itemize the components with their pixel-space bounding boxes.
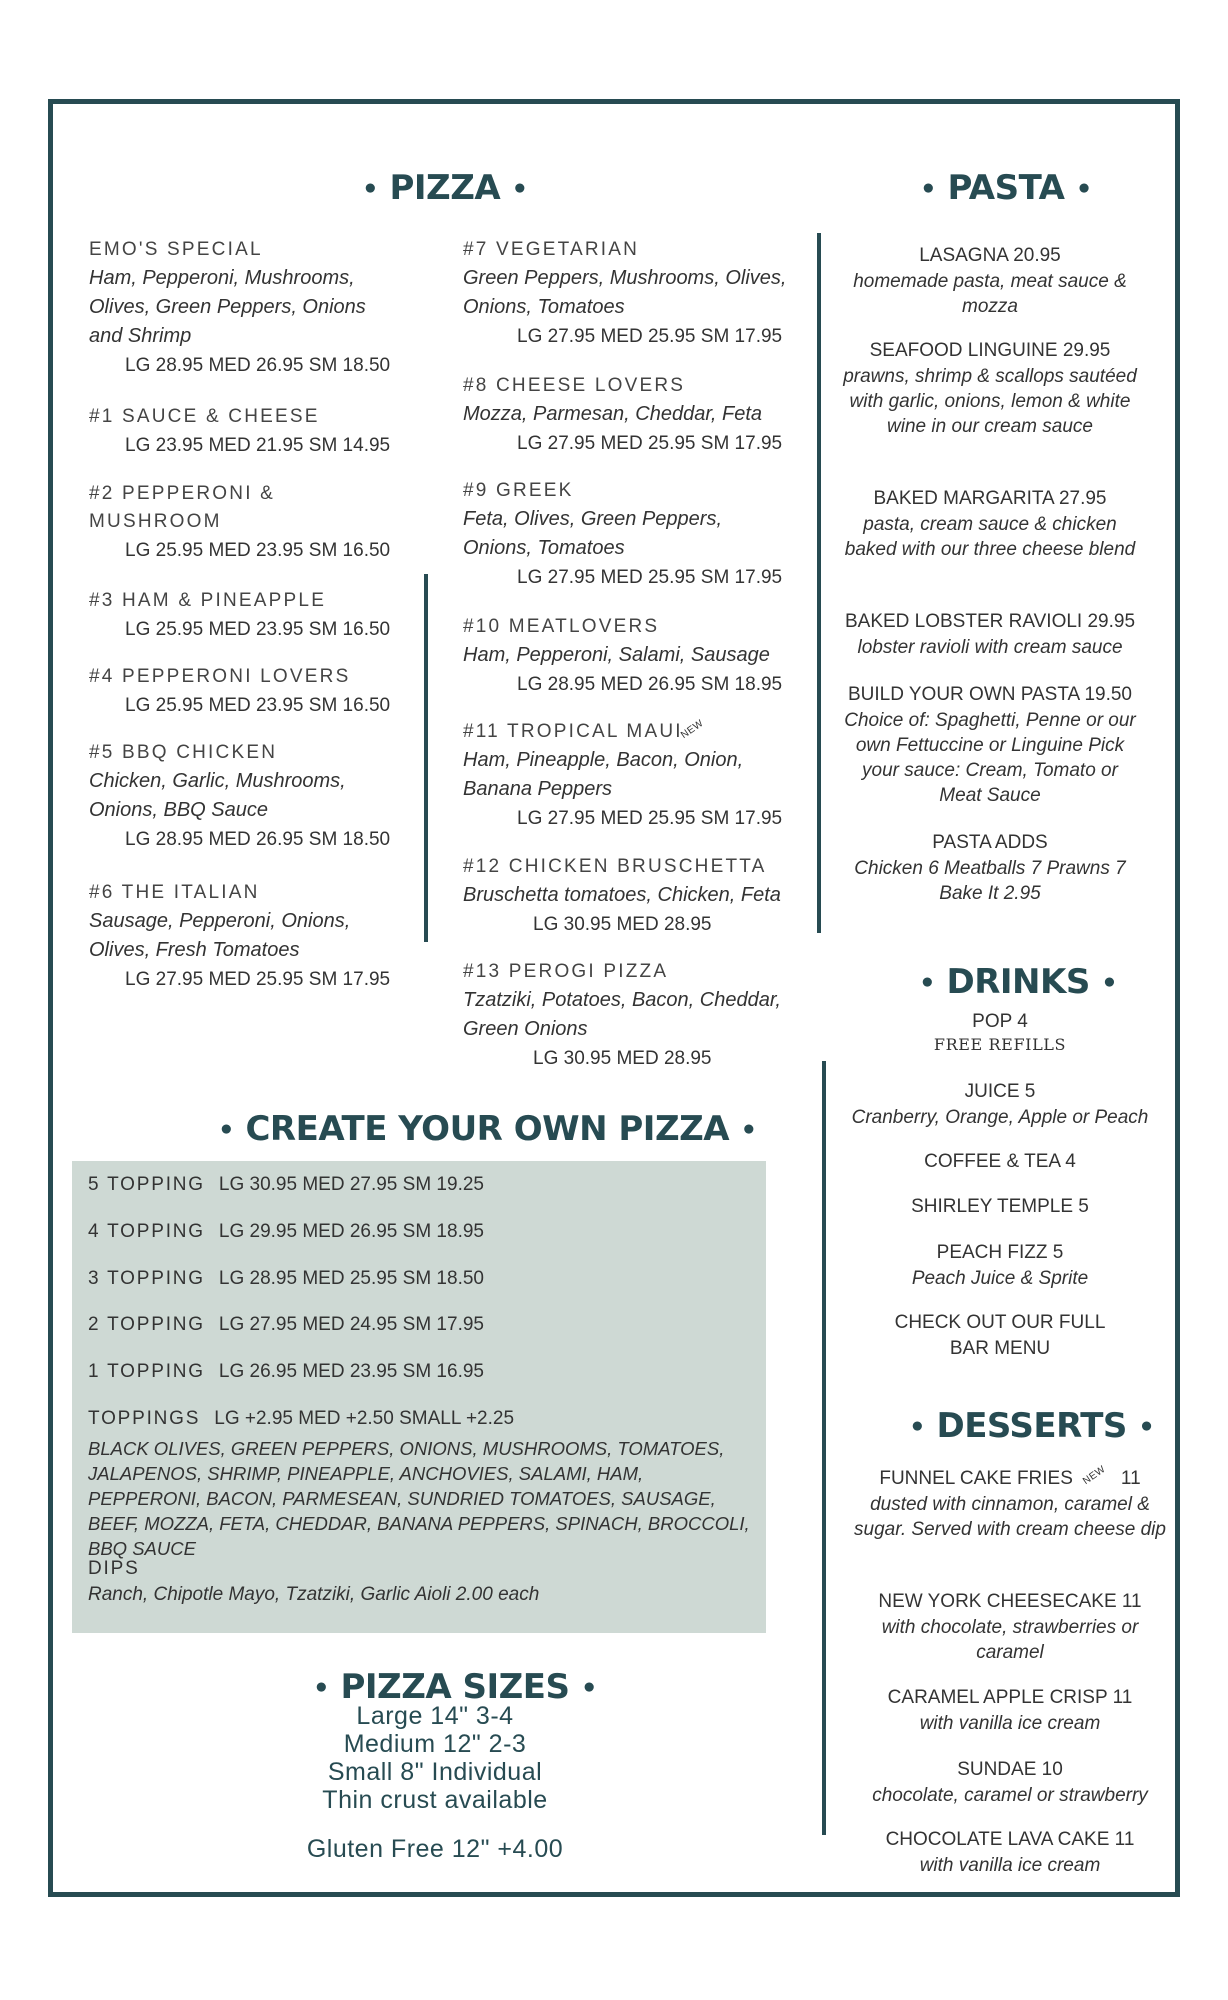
size-line: Small 8" Individual [327,1758,543,1786]
pizza-item-price: LG 30.95 MED 28.95 [533,914,712,935]
topping-row [88,1314,484,1336]
dessert-item-desc: with chocolate, strawberries or caramel [881,1617,1139,1663]
pizza-item [463,372,793,459]
pasta-item [840,338,1140,439]
pizza-item [89,587,389,645]
pizza-sizes-list [220,1702,650,1814]
dessert-item-desc: dusted with cinnamon, caramel & sugar. Served with cream cheese dip [854,1494,1166,1540]
topping-row-label: 3 TOPPING [88,1268,205,1289]
pizza-item-name: #2 PEPPERONI & MUSHROOM [89,483,276,532]
dessert-item-name: CARAMEL APPLE CRISP 11 [887,1687,1133,1708]
dessert-item [852,1827,1168,1878]
pizza-item [89,480,389,566]
drink-item [840,1079,1160,1130]
pizza-item-name: EMO'S SPECIAL [89,239,263,260]
gluten-free-note: Gluten Free 12" +4.00 [306,1835,564,1863]
pizza-item [89,236,389,381]
pizza-item-name: #11 TROPICAL MAUI [463,721,683,742]
topping-row-price: LG 29.95 MED 26.95 SM 18.95 [218,1221,484,1242]
pizza-sizes-heading: • PIZZA SIZES • [313,1667,597,1707]
pizza-item-price: LG 27.95 MED 25.95 SM 17.95 [517,567,783,588]
drink-item-name: PEACH FIZZ 5 [936,1242,1064,1263]
topping-row-label: 1 TOPPING [88,1361,205,1382]
pasta-item-desc: prawns, shrimp & scallops sautéed with garlic, onions, lemon & white wine in our cream sauce [843,366,1137,437]
pizza-item [463,236,793,352]
pizza-item-name: #1 SAUCE & CHEESE [89,406,320,427]
toppings-price: LG +2.95 MED +2.50 SMALL +2.25 [214,1408,515,1429]
topping-row-price: LG 28.95 MED 25.95 SM 18.50 [218,1268,484,1289]
drink-item-name: SHIRLEY TEMPLE 5 [911,1196,1089,1217]
dips-row [88,1558,154,1580]
pizza-item-price: LG 28.95 MED 26.95 SM 18.50 [125,355,391,376]
drink-item-name: JUICE 5 [964,1081,1036,1102]
pizza-item [463,613,793,700]
drink-item-desc: Peach Juice & Sprite [911,1268,1089,1289]
pizza-item-desc: Feta, Olives, Green Peppers, Onions, Tomatoes [463,508,723,559]
pasta-item-desc: Chicken 6 Meatballs 7 Prawns 7 Bake It 2.95 [854,858,1126,904]
pasta-item-name: PASTA ADDS [932,832,1048,853]
pizza-item-price: LG 27.95 MED 25.95 SM 17.95 [517,808,783,829]
pasta-item-desc: Choice of: Spaghetti, Penne or our own Fettuccine or Linguine Pick your sauce: Cream, Tomato or Meat Sauce [844,710,1136,806]
pizza-item-desc: Ham, Pepperoni, Mushrooms, Olives, Green Peppers, Onions and Shrimp [89,267,366,347]
pizza-item-price: LG 30.95 MED 28.95 [533,1048,712,1069]
pizza-item-name: #9 GREEK [463,480,574,501]
topping-row-label: 2 TOPPING [88,1314,205,1335]
dessert-item-name: NEW YORK CHEESECAKE 11 [878,1591,1142,1612]
pizza-item [89,739,389,855]
pizza-column-divider [424,574,428,942]
pizza-item [89,663,389,721]
dessert-item [852,1757,1168,1808]
drink-item-note: FREE REFILLS [933,1035,1067,1054]
pizza-item-price: LG 28.95 MED 26.95 SM 18.95 [517,674,783,695]
bar-menu-note: CHECK OUT OUR FULL BAR MENU [894,1312,1106,1359]
pizza-item-name: #13 PEROGI PIZZA [463,961,669,982]
pizza-item-price: LG 27.95 MED 25.95 SM 17.95 [517,326,783,347]
drink-item [840,1194,1160,1220]
pizza-item-price: LG 27.95 MED 25.95 SM 17.95 [517,433,783,454]
drink-item [890,1310,1110,1362]
drink-item-name: POP 4 [972,1011,1028,1032]
pizza-item-name: #4 PEPPERONI LOVERS [89,666,351,687]
pasta-item-desc: pasta, cream sauce & chicken baked with our three cheese blend [844,514,1136,560]
pizza-item [89,879,389,995]
pasta-item-name: SEAFOOD LINGUINE 29.95 [869,340,1111,361]
pasta-item [840,682,1140,808]
dessert-item-name: CHOCOLATE LAVA CAKE 11 [885,1829,1135,1850]
pasta-item-name: LASAGNA 20.95 [919,245,1061,266]
drinks-desserts-divider [822,1061,826,1835]
pizza-item-desc: Sausage, Pepperoni, Onions, Olives, Fresh Tomatoes [89,910,351,961]
dessert-item-desc: with vanilla ice cream [919,1855,1101,1876]
pasta-item-name: BAKED LOBSTER RAVIOLI 29.95 [844,611,1136,632]
topping-row [88,1268,484,1290]
pizza-item-price: LG 23.95 MED 21.95 SM 14.95 [125,435,391,456]
drink-item-desc: Cranberry, Orange, Apple or Peach [851,1107,1149,1128]
pasta-item-desc: homemade pasta, meat sauce & mozza [853,271,1127,317]
pizza-item-name: #7 VEGETARIAN [463,239,640,260]
toppings-price-row [88,1408,514,1430]
pizza-item-desc: Mozza, Parmesan, Cheddar, Feta [463,403,763,425]
pizza-item-desc: Ham, Pepperoni, Salami, Sausage [463,644,770,666]
topping-row-price: LG 26.95 MED 23.95 SM 16.95 [218,1361,484,1382]
topping-row-price: LG 27.95 MED 24.95 SM 17.95 [218,1314,484,1335]
topping-row [88,1174,484,1196]
topping-row [88,1361,484,1383]
dessert-item [852,1463,1168,1542]
pasta-heading: • PASTA • [920,168,1092,208]
size-line: Medium 12" 2-3 [343,1730,527,1758]
pizza-item-price: LG 28.95 MED 26.95 SM 18.50 [125,829,391,850]
pasta-item [840,609,1140,660]
pasta-item-desc: lobster ravioli with cream sauce [857,637,1123,658]
pizza-item-desc: Tzatziki, Potatoes, Bacon, Cheddar, Green Onions [463,989,781,1040]
dessert-item [852,1589,1168,1665]
topping-row [88,1221,484,1243]
new-badge: NEW [1081,1463,1108,1488]
pizza-item-desc: Ham, Pineapple, Bacon, Onion, Banana Peppers [463,749,744,800]
create-your-own-box [72,1161,766,1633]
dips-label: DIPS [88,1558,140,1579]
pizza-item-name: #6 THE ITALIAN [89,882,260,903]
topping-row-label: 4 TOPPING [88,1221,205,1242]
pizza-item-desc: Chicken, Garlic, Mushrooms, Onions, BBQ Sauce [89,770,346,821]
pizza-item-name: #8 CHEESE LOVERS [463,375,686,396]
dessert-item-name: SUNDAE 10 [957,1759,1063,1780]
pizza-item-price: LG 25.95 MED 23.95 SM 16.50 [125,540,391,561]
pizza-item-price: LG 25.95 MED 23.95 SM 16.50 [125,695,391,716]
drink-item [840,1009,1160,1054]
size-line: Thin crust available [322,1786,548,1814]
dessert-item-desc: with vanilla ice cream [919,1713,1101,1734]
pizza-item [463,477,793,593]
pizza-item-price: LG 25.95 MED 23.95 SM 16.50 [125,619,391,640]
dessert-item-desc: chocolate, caramel or strawberry [872,1785,1148,1806]
pizza-item [463,958,793,1074]
pasta-item-name: BAKED MARGARITA 27.95 [873,488,1107,509]
pasta-item [840,486,1140,562]
drinks-heading: • DRINKS • [919,962,1118,1002]
toppings-label: TOPPINGS [88,1408,201,1429]
pizza-item [463,853,793,940]
dips-list: Ranch, Chipotle Mayo, Tzatziki, Garlic Aioli 2.00 each [88,1584,540,1605]
pizza-item-price: LG 27.95 MED 25.95 SM 17.95 [125,969,391,990]
drink-item [840,1240,1160,1291]
drink-item-name: COFFEE & TEA 4 [924,1151,1076,1172]
new-badge: NEW [679,717,706,742]
pizza-item-name: #5 BBQ CHICKEN [89,742,278,763]
drink-item [840,1149,1160,1175]
pizza-item-desc: Green Peppers, Mushrooms, Olives, Onions, Tomatoes [463,267,787,318]
pasta-divider [817,233,821,933]
pizza-item-desc: Bruschetta tomatoes, Chicken, Feta [463,884,781,906]
dessert-item-title: FUNNEL CAKE FRIES [879,1468,1073,1489]
toppings-list: BLACK OLIVES, GREEN PEPPERS, ONIONS, MUSHROOMS, TOMATOES, JALAPENOS, SHRIMP, PINEAPPLE, ANCHOVIES, SALAMI, HAM, PEPPERONI, BACON, PARMESEAN, SUNDRIED TOMATOES, SAUSAGE, BEEF, MOZZA, FETA, CHEDDAR, BANANA PEPPERS, SPINACH, BROCCOLI, BBQ SAUCE [88,1438,750,1559]
desserts-heading: • DESSERTS • [909,1406,1155,1446]
pizza-item-name: #12 CHICKEN BRUSCHETTA [463,856,767,877]
pizza-item [89,403,389,461]
dessert-item [852,1685,1168,1736]
pizza-heading: • PIZZA • [362,168,528,208]
pasta-item [840,830,1140,906]
pizza-item-name: #3 HAM & PINEAPPLE [89,590,327,611]
size-line: Large 14" 3-4 [356,1702,514,1730]
pasta-item-name: BUILD YOUR OWN PASTA 19.50 [847,684,1133,705]
pasta-item [840,243,1140,319]
dessert-item-name [852,1463,1168,1492]
create-your-own-heading: • CREATE YOUR OWN PIZZA • [218,1109,757,1149]
topping-row-label: 5 TOPPING [88,1174,205,1195]
pizza-item-name: #10 MEATLOVERS [463,616,660,637]
dessert-item-price: 11 [1120,1468,1141,1489]
topping-row-price: LG 30.95 MED 27.95 SM 19.25 [218,1174,484,1195]
pizza-item [463,718,793,834]
